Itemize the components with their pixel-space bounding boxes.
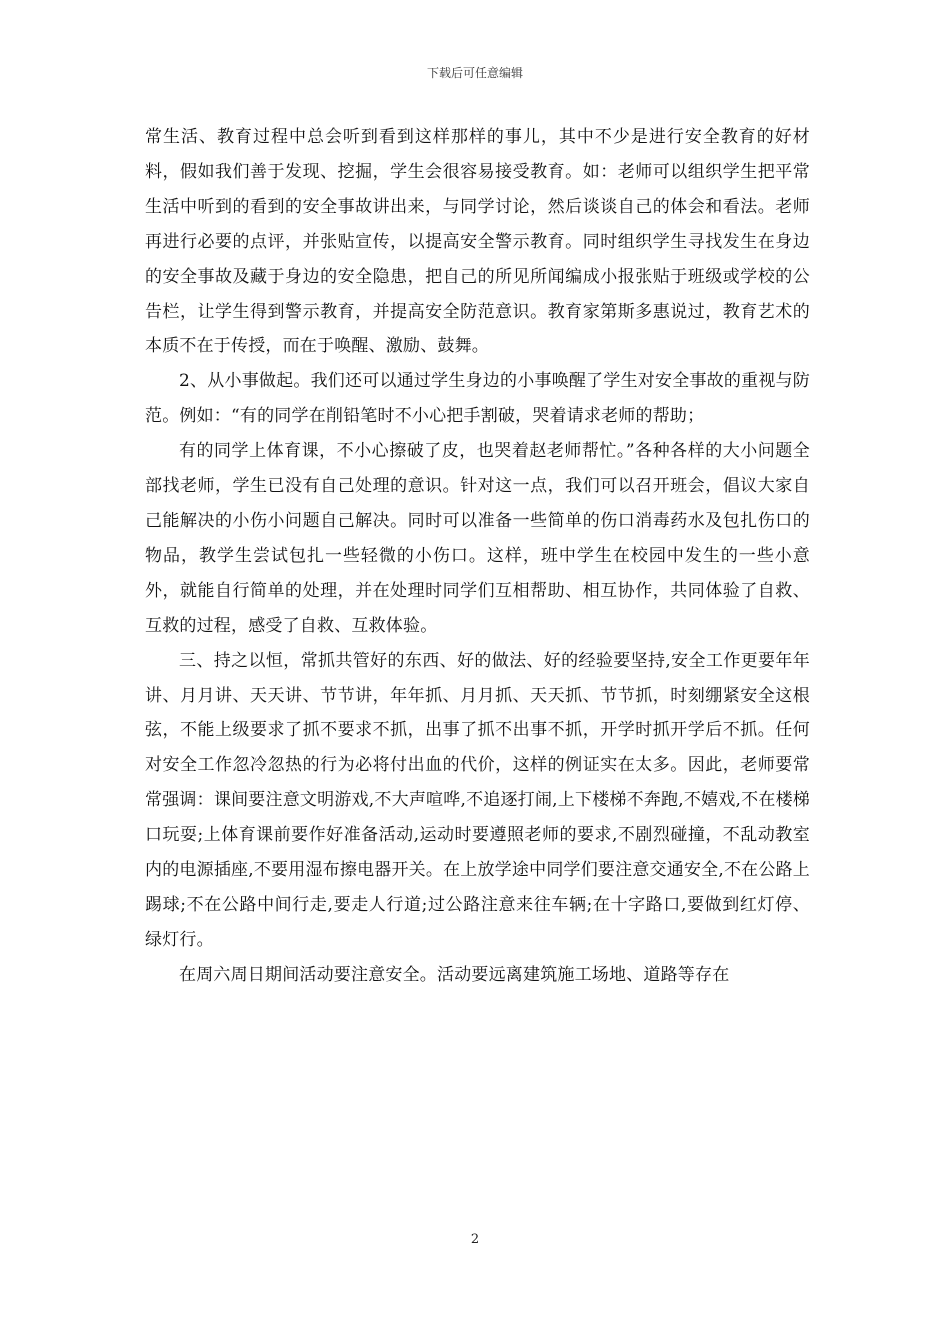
page-number: 2 — [470, 1232, 480, 1247]
paragraph-2: 2、从小事做起。我们还可以通过学生身边的小事唤醒了学生对安全事故的重视与防范。例如：“有的同学在削铅笔时不小心把手割破，哭着请求老师的帮助； — [145, 371, 810, 427]
paragraph-4: 三、持之以恒，常抓共管好的东西、好的做法、好的经验要坚持,安全工作更要年年讲、月月讲、天天讲、节节讲，年年抓、月月抓、天天抓、节节抓，时刻绷紧安全这根弦，不能上级要求了抓不要求不抓，出事了抓不出事不抓，开学时抓开学后不抓。任何对安全工作忽冷忽热的行为必将付出血的代价，这样的例证实在太多。因此，老师要常常强调：课间要注意文明游戏,不大声喧哗,不追逐打闹,上下楼梯不奔跑,不嬉戏,不在楼梯口玩耍;上体育课前要作好准备活动,运动时要遵照老师的要求,不剧烈碰撞，不乱动教室内的电源插座,不要用湿布擦电器开关。在上放学途中同学们要注意交通安全,不在公路上踢球;不在公路中间行走,要走人行道;过公路注意来往车辆;在十字路口,要做到红灯停、绿灯行。 — [145, 650, 810, 950]
paragraph-5: 在周六周日期间活动要注意安全。活动要远离建筑施工场地、道路等存在 — [179, 964, 730, 985]
paragraph-1: 常生活、教育过程中总会听到看到这样那样的事儿，其中不少是进行安全教育的好材料，假如我们善于发现、挖掘，学生会很容易接受教育。如：老师可以组织学生把平常生活中听到的看到的安全事故讲出来，与同学讨论，然后谈谈自己的体会和看法。老师再进行必要的点评，并张贴宣传，以提高安全警示教育。同时组织学生寻找发生在身边的安全事故及藏于身边的安全隐患，把自己的所见所闻编成小报张贴于班级或学校的公告栏，让学生得到警示教育，并提高安全防范意识。教育家第斯多惠说过，教育艺术的本质不在于传授，而在于唤醒、激励、鼓舞。 — [145, 127, 810, 357]
paragraph-3: 有的同学上体育课，不小心擦破了皮，也哭着赵老师帮忙。”各种各样的大小问题全部找老师，学生已没有自己处理的意识。针对这一点，我们可以召开班会，倡议大家自己能解决的小伤小问题自己解决。同时可以准备一些简单的伤口消毒药水及包扎伤口的物品，教学生尝试包扎一些轻微的小伤口。这样，班中学生在校园中发生的一些小意外，就能自行简单的处理，并在处理时同学们互相帮助、相互协作，共同体验了自救、互救的过程，感受了自救、互救体验。 — [145, 441, 810, 636]
page-header: 下载后可任意编辑 — [426, 66, 523, 80]
document-body — [145, 120, 810, 993]
